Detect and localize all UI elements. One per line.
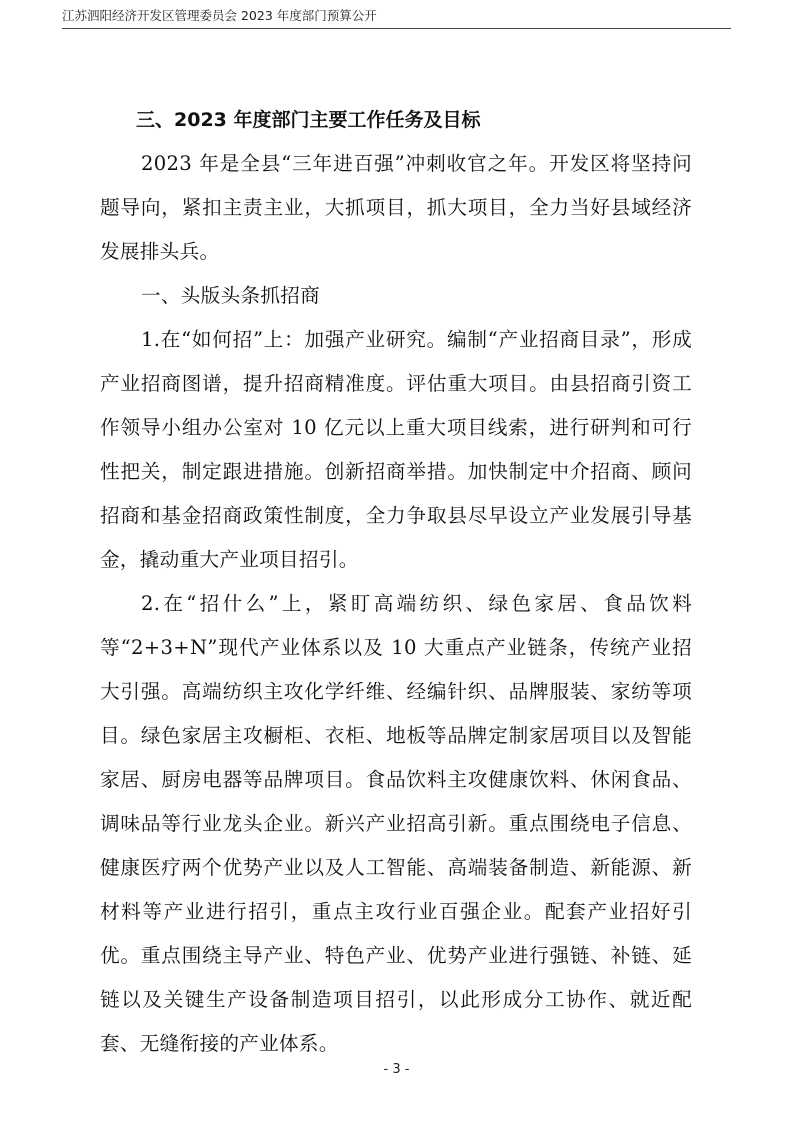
page-header <box>62 6 731 29</box>
paragraph-what-to-attract: 2.在“招什么”上，紧盯高端纺织、绿色家居、食品饮料等“2+3+N”现代产业体系以及 10 大重点产业链条，传统产业招大引强。高端纺织主攻化学纤维、经编针织、品牌服装、家纺等项目。绿色家居主攻橱柜、衣柜、地板等品牌定制家居项目以及智能家居、厨房电器等品牌项目。食品饮料主攻健康饮料、休闲食品、调味品等行业龙头企业。新兴产业招高引新。重点围绕电子信息、健康医疗两个优势产业以及人工智能、高端装备制造、新能源、新材料等产业进行招引，重点主攻行业百强企业。配套产业招好引优。重点围绕主导产业、特色产业、优势产业进行强链、补链、延链以及关键生产设备制造项目招引，以此形成分工协作、就近配套、无缝衔接的产业体系。 <box>100 592 692 1055</box>
document-body <box>100 98 692 1066</box>
paragraph-how-to-attract: 1.在“如何招”上：加强产业研究。编制“产业招商目录”，形成产业招商图谱，提升招商精准度。评估重大项目。由县招商引资工作领导小组办公室对 10 亿元以上重大项目线索，进行研判和可行性把关，制定跟进措施。创新招商举措。加快制定中介招商、顾问招商和基金招商政策性制度，全力争取县尽早设立产业发展引导基金，撬动重大产业项目招引。 <box>100 328 692 571</box>
section-heading: 三、2023 年度部门主要工作任务及目标 <box>136 109 481 131</box>
page-number: - 3 - <box>383 1062 410 1077</box>
intro-paragraph: 2023 年是全县“三年进百强”冲刺收官之年。开发区将坚持问题导向，紧扣主责主业，大抓项目，抓大项目，全力当好县域经济发展排头兵。 <box>100 152 692 263</box>
subsection-title: 一、头版头条抓招商 <box>141 284 321 307</box>
header-title: 江苏泗阳经济开发区管理委员会 2023 年度部门预算公开 <box>62 8 377 23</box>
